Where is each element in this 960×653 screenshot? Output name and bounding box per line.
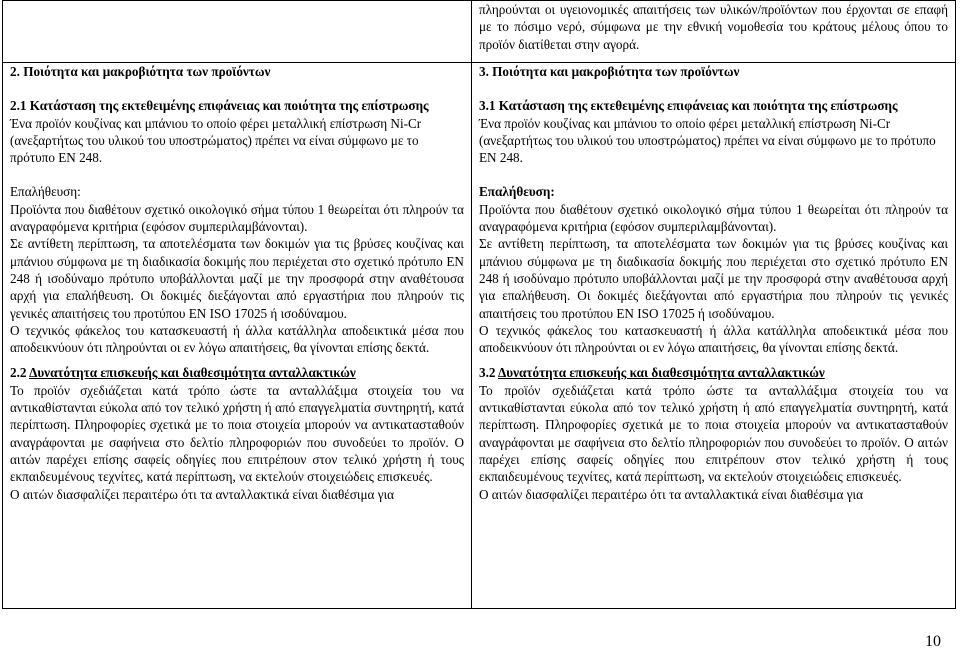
spacer [479,80,948,97]
table-row-main [3,63,956,609]
right-s32-p1: Το προϊόν σχεδιάζεται κατά τρόπο ώστε τα ανταλλάξιμα στοιχεία του να αντικαθίστανται εύκολα από τον τελικό χρήστη ή από επαγγελματία συντηρητή, κατά περίπτωση. Πληροφορίες σχετικά με το ποια στοιχεία μπορούν να αντικατασταθούν αναγράφονται με σαφήνεια στο δελτίο πληροφοριών που συνοδεύει το προϊόν. Ο αιτών παρέχει επίσης σαφείς οδηγίες που επιτρέπουν στον τελικό χρήστη ή τους εκπαιδευμένους τεχνίτες, κατά περίπτωση, να εκτελούν στοιχειώδεις επισκευές. [478,382,948,485]
spacer [479,356,948,364]
table-row-top [3,1,956,63]
left-verif-p3: Ο τεχνικός φάκελος του κατασκευαστή ή άλλα κατάλληλα αποδεικτικά μέσα που αποδεικνύουν ότι πληρούνται οι εν λόγω απαιτήσεις, θα γίνονται επίσης δεκτά. [10,322,464,356]
right-s31-title: 3.1 Κατάσταση της εκτεθειμένης επιφάνειας και ποιότητα της επίστρωσης [478,98,898,114]
right-s32-p2: Ο αιτών διασφαλίζει περαιτέρω ότι τα ανταλλακτικά είναι διαθέσιμα για [478,486,863,502]
right-column [471,63,955,609]
spacer [10,356,464,364]
top-left-cell [3,1,472,63]
right-s32-title [479,364,948,381]
page-number: 10 [925,633,941,650]
top-right-text: πληρούνται οι υγειονομικές απαιτήσεις των υλικών/προϊόντων που έρχονται σε επαφή με το πόσιμο νερό, σύμφωνα με την εθνική νομοθεσία του κράτους μέλους όπου το προϊόν διατίθεται στην αγορά. [478,2,948,52]
left-s21-title: 2.1 Κατάσταση της εκτεθειμένης επιφάνειας και ποιότητα της επίστρωσης [10,98,429,114]
right-s31-body: Ένα προϊόν κουζίνας και μπάνιου το οποίο φέρει μεταλλική επίστρωση Ni-Cr (ανεξαρτήτως του υλικού του υποστρώματος) πρέπει να είναι σύμφωνο με το πρότυπο EN 248. [478,115,936,166]
right-s32-number: 3.2 [478,365,499,381]
right-verif-label: Επαλήθευση: [478,184,555,200]
right-verif-p1: Προϊόντα που διαθέτουν σχετικό οικολογικό σήμα τύπου 1 θεωρείται ότι πληρούν τα αναγραφόμενα κριτήρια (εφόσον συμπεριλαμβάνονται). [478,201,948,235]
spacer [479,166,948,183]
left-verif-p2: Σε αντίθετη περίπτωση, τα αποτελέσματα των δοκιμών για τις βρύσες κουζίνας και μπάνιου σύμφωνα με τη διαδικασία δοκιμής που περιέχεται στο σχετικό πρότυπο EN 248 ή ισοδύναμο πρότυπο υποβάλλονται μαζί με την προσφορά στην αναθέτουσα αρχή για επαλήθευση. Οι δοκιμές διεξάγονται από εργαστήρια που πληρούν τις γενικές απαιτήσεις του προτύπου EN ISO 17025 ή ισοδύναμου. [10,236,464,321]
left-s22-heading: Δυνατότητα επισκευής και διαθεσιμότητα ανταλλακτικών [29,365,356,381]
spacer [10,166,464,183]
left-heading: 2. Ποιότητα και μακροβιότητα των προϊόντων [10,64,271,79]
right-verif-p3: Ο τεχνικός φάκελος του κατασκευαστή ή άλλα κατάλληλα αποδεικτικά μέσα που αποδεικνύουν ότι πληρούνται οι εν λόγω απαιτήσεις, θα γίνονται επίσης δεκτά. [478,322,948,356]
top-right-cell [471,1,955,63]
spacer [10,80,464,97]
left-column [3,63,472,609]
left-verif-p1: Προϊόντα που διαθέτουν σχετικό οικολογικό σήμα τύπου 1 θεωρείται ότι πληρούν τα αναγραφόμενα κριτήρια (εφόσον συμπεριλαμβάνονται). [10,201,464,235]
left-s21-body: Ένα προϊόν κουζίνας και μπάνιου το οποίο φέρει μεταλλική επίστρωση Ni-Cr (ανεξαρτήτως του υλικού του υποστρώματος) πρέπει να είναι σύμφωνο με το πρότυπο EN 248. [10,115,422,166]
left-s22-p1: Το προϊόν σχεδιάζεται κατά τρόπο ώστε τα ανταλλάξιμα στοιχεία του να αντικαθίστανται εύκολα από τον τελικό χρήστη ή από επαγγελματία συντηρητή, κατά περίπτωση. Πληροφορίες σχετικά με το ποια στοιχεία μπορούν να αντικατασταθούν αναγράφονται με σαφήνεια στο δελτίο πληροφοριών που συνοδεύει το προϊόν. Ο αιτών παρέχει επίσης σαφείς οδηγίες που επιτρέπουν στον τελικό χρήστη ή τους εκπαιδευμένους τεχνίτες, κατά περίπτωση, να εκτελούν στοιχειώδεις επισκευές. [10,382,464,485]
right-s32-heading: Δυνατότητα επισκευής και διαθεσιμότητα ανταλλακτικών [498,365,825,381]
right-heading: 3. Ποιότητα και μακροβιότητα των προϊόντων [478,64,740,79]
left-s22-title [10,364,464,381]
left-verif-label: Επαλήθευση: [10,184,81,200]
left-s22-number: 2.2 [10,365,30,381]
right-verif-p2: Σε αντίθετη περίπτωση, τα αποτελέσματα των δοκιμών για τις βρύσες κουζίνας και μπάνιου σύμφωνα με τη διαδικασία δοκιμής που περιέχεται στο σχετικό πρότυπο EN 248 ή ισοδύναμο πρότυπο υποβάλλονται μαζί με την προσφορά στην αναθέτουσα αρχή για επαλήθευση. Οι δοκιμές διεξάγονται από εργαστήρια που πληρούν τις γενικές απαιτήσεις του προτύπου EN ISO 17025 ή ισοδύναμου. [478,236,948,321]
left-s22-p2: Ο αιτών διασφαλίζει περαιτέρω ότι τα ανταλλακτικά είναι διαθέσιμα για [10,486,395,502]
comparison-table [2,0,956,609]
